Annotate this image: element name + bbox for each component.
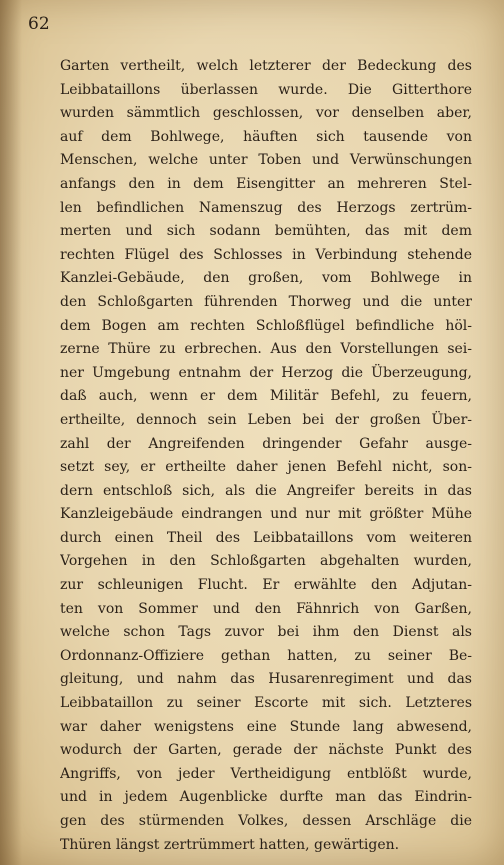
text-line: daß auch, wenn er dem Militär Befehl, zu feuern, xyxy=(60,388,472,405)
text-line: Vorgehen in den Schloßgarten abgehalten wurden, xyxy=(60,553,472,570)
text-line: merten und sich sodann bemühten, das mit dem xyxy=(60,223,472,240)
page-number: 62 xyxy=(28,14,50,34)
text-line: dem Bogen am rechten Schloßflügel befindliche höl- xyxy=(60,317,472,334)
text-line: und in jedem Augenblicke durfte man das Eindrin- xyxy=(60,789,472,806)
text-line: Leibbataillon zu seiner Escorte mit sich. Letzteres xyxy=(60,695,472,712)
text-line: auf dem Bohlwege, häuften sich tausende von xyxy=(60,128,472,145)
text-line: zahl der Angreifenden dringender Gefahr ausge- xyxy=(60,435,472,452)
text-line: Kanzleigebäude eindrangen und nur mit größter Mühe xyxy=(60,506,472,523)
text-line: dern entschloß sich, als die Angreifer bereits in das xyxy=(60,482,472,499)
text-line: Ordonnanz-Offiziere gethan hatten, zu seiner Be- xyxy=(60,647,472,664)
text-line: setzt sey, er ertheilte daher jenen Befehl nicht, son- xyxy=(60,459,472,476)
text-line: ertheilte, dennoch sein Leben bei der großen Über- xyxy=(60,411,472,428)
text-line: welche schon Tags zuvor bei ihm den Dienst als xyxy=(60,624,472,641)
text-line: gleitung, und nahm das Husarenregiment und das xyxy=(60,671,472,688)
text-line: anfangs den in dem Eisengitter an mehreren Stel- xyxy=(60,175,472,192)
text-line: len befindlichen Namenszug des Herzogs zertrüm- xyxy=(60,199,472,216)
text-line: Angriffs, von jeder Vertheidigung entblößt wurde, xyxy=(60,765,472,782)
text-line: Kanzlei-Gebäude, den großen, vom Bohlwege in xyxy=(60,270,472,287)
text-line: war daher wenigstens eine Stunde lang abwesend, xyxy=(60,718,472,735)
text-line: durch einen Theil des Leibbataillons vom weiteren xyxy=(60,529,472,546)
text-line: rechten Flügel des Schlosses in Verbindung stehende xyxy=(60,246,472,263)
text-line: wurden sämmtlich geschlossen, vor denselben aber, xyxy=(60,105,472,122)
binding-shadow xyxy=(0,0,22,865)
text-line: gen des stürmenden Volkes, dessen Arschläge die xyxy=(60,813,472,829)
text-line: Garten vertheilt, welch letzterer der Bedeckung des xyxy=(60,58,472,74)
text-line: Leibbataillons überlassen wurde. Die Gitterthore xyxy=(60,81,472,98)
text-line: ner Umgebung entnahm der Herzog die Überzeugung, xyxy=(60,364,472,381)
text-line: zerne Thüre zu erbrechen. Aus den Vorstellungen sei- xyxy=(60,341,472,358)
text-line: ten von Sommer und den Fähnrich von Garßen, xyxy=(60,600,472,617)
text-line: zur schleunigen Flucht. Er erwählte den Adjutan- xyxy=(60,577,472,594)
body-text xyxy=(60,55,472,857)
text-line: wodurch der Garten, gerade der nächste Punkt des xyxy=(60,742,472,759)
text-line: den Schloßgarten führenden Thorweg und die unter xyxy=(60,293,472,310)
text-line: Menschen, welche unter Toben und Verwünschungen xyxy=(60,152,472,169)
text-line: Thüren längst zertrümmert hatten, gewärtigen. xyxy=(60,836,400,853)
